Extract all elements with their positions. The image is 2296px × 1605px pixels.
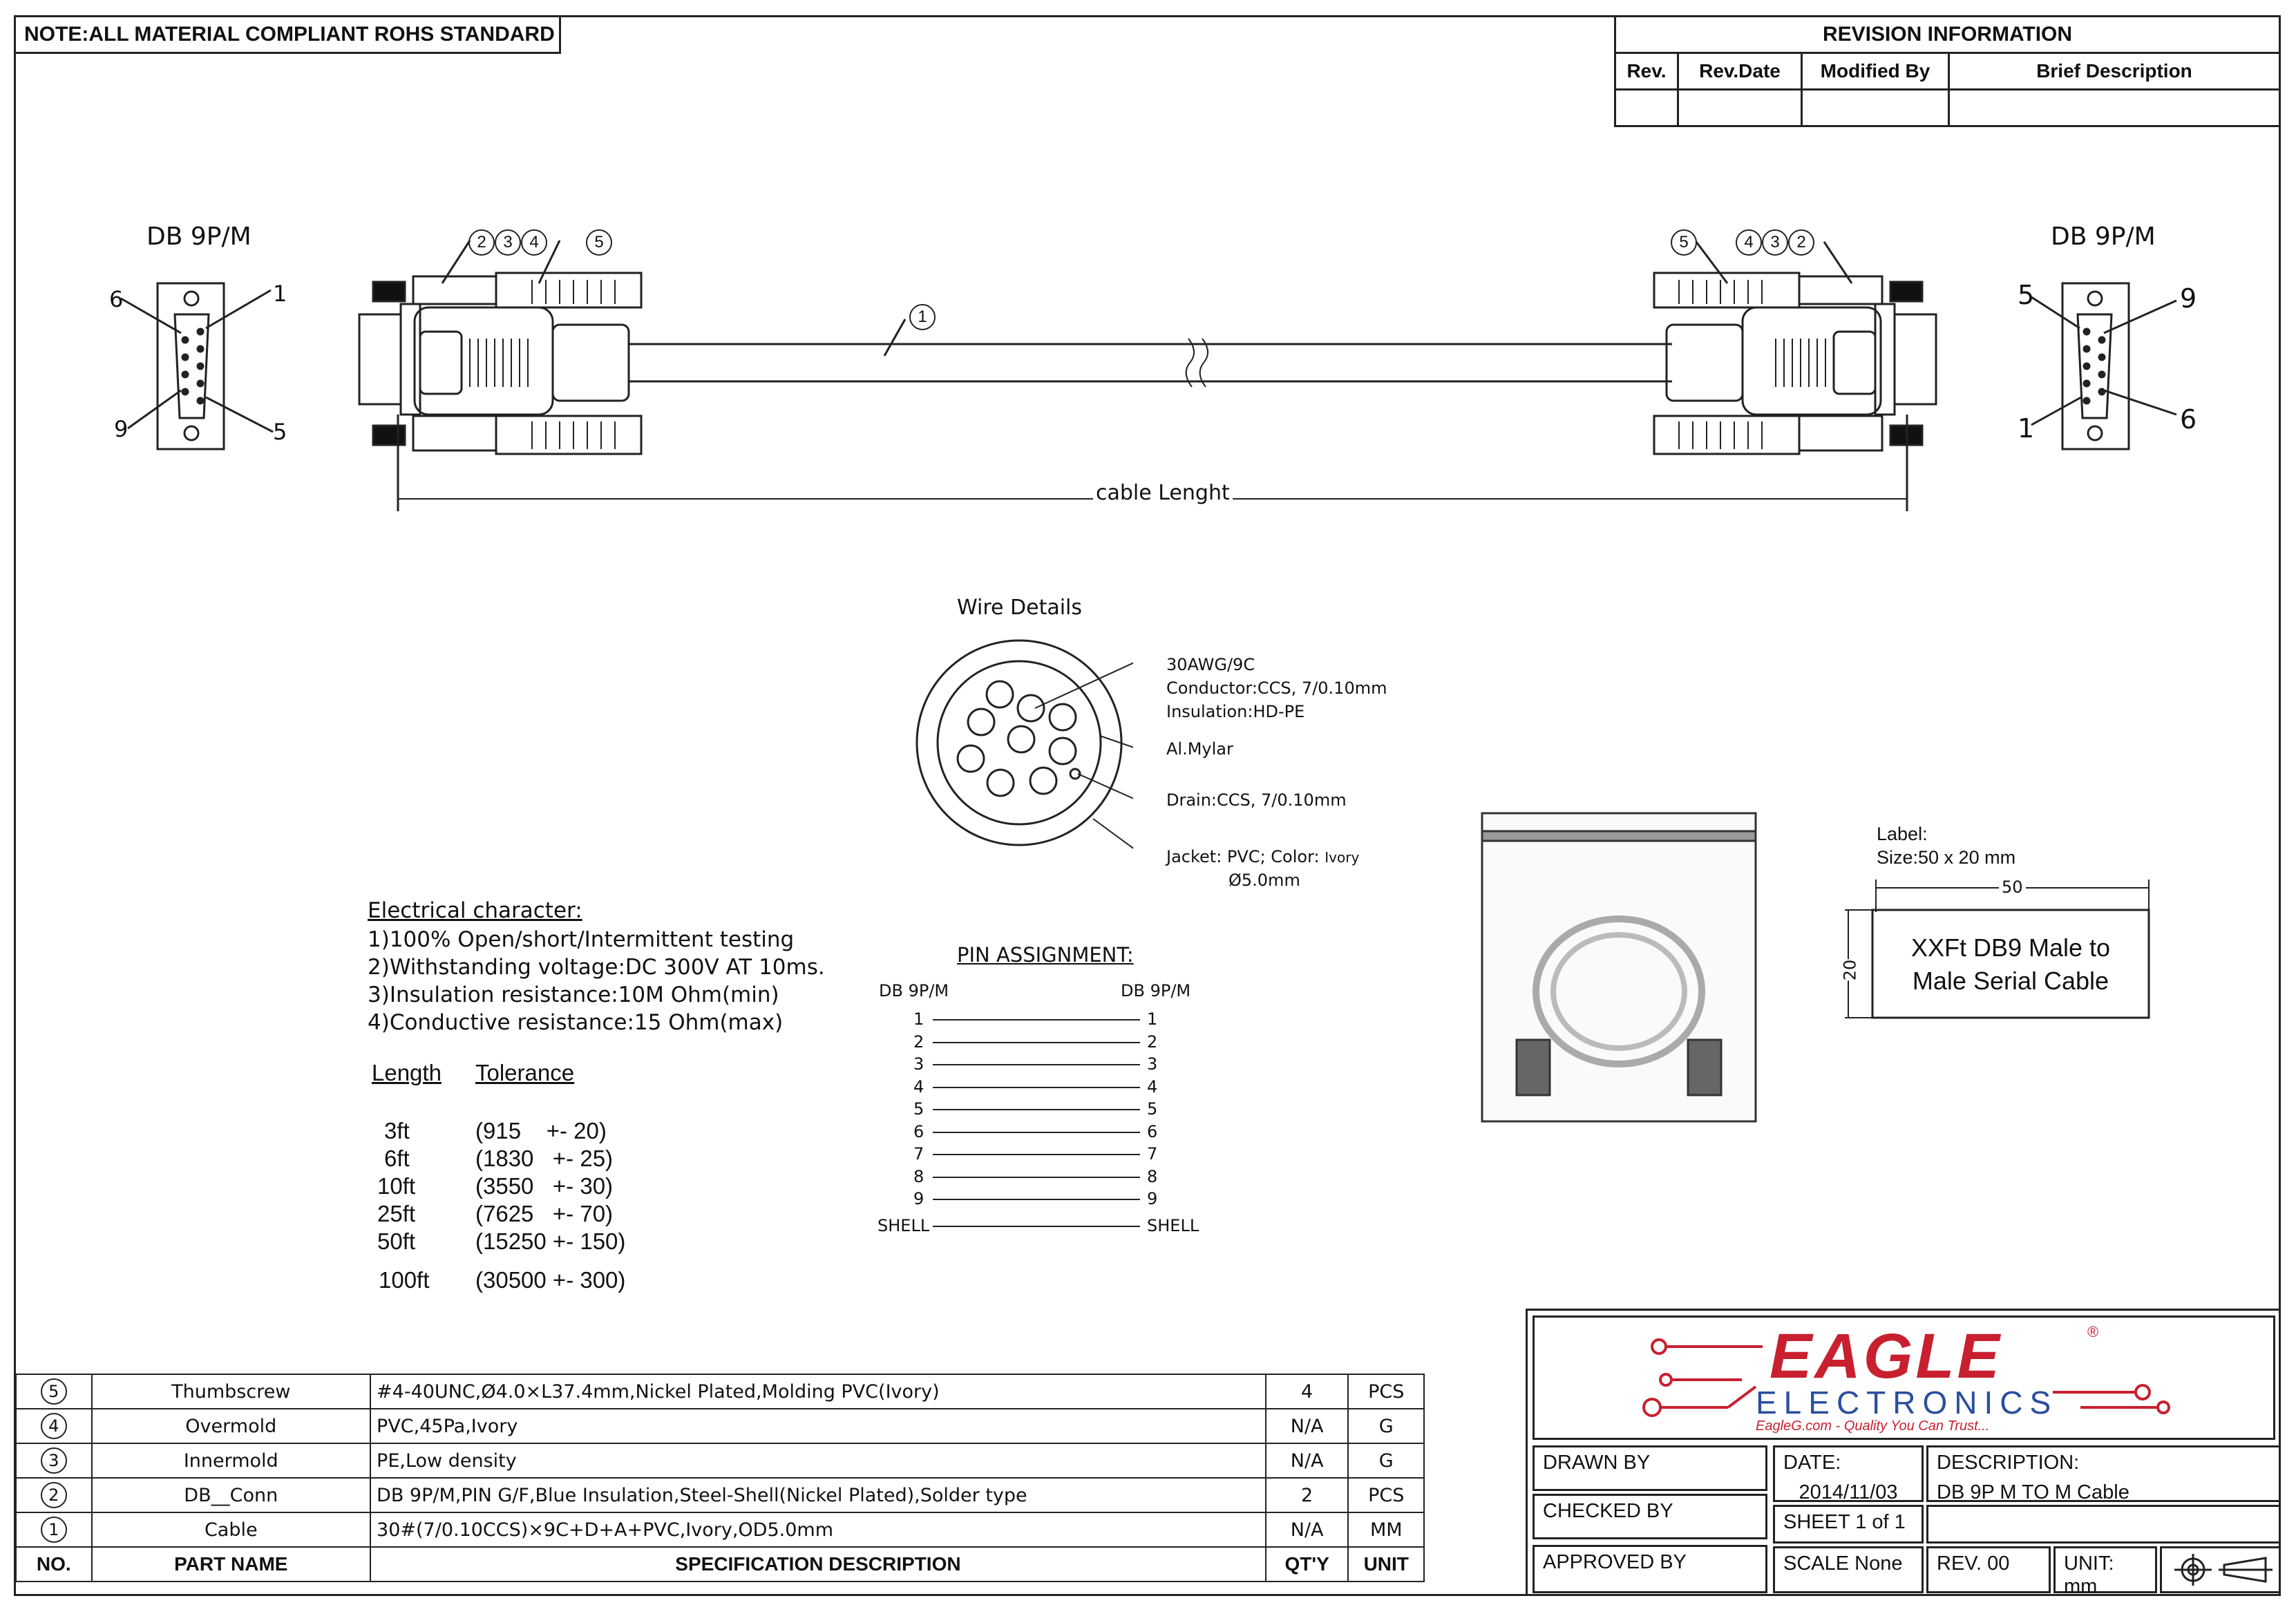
pin-right-number: SHELL — [1147, 1215, 1199, 1235]
rev-date-col: Rev.Date — [1678, 53, 1802, 90]
logo-electronics: ELECTRONICS — [1756, 1385, 2058, 1421]
pin-right-number: 3 — [1147, 1054, 1158, 1074]
logo-registered: ® — [2087, 1323, 2099, 1340]
tol-10ft: (3550 +- 30) — [475, 1173, 614, 1199]
description-value: DB 9P M TO M Cable — [1937, 1481, 2129, 1503]
pin-wire — [933, 1042, 1140, 1043]
callout-3-right: 3 — [1762, 229, 1788, 256]
pin-row — [877, 1123, 1209, 1146]
bom-no — [16, 1374, 92, 1409]
drawn-by: DRAWN BY — [1533, 1445, 1767, 1491]
rohs-note: NOTE:ALL MATERIAL COMPLIANT ROHS STANDARD — [14, 15, 561, 54]
callout-4: 4 — [521, 229, 547, 256]
checked-by: CHECKED BY — [1533, 1494, 1767, 1539]
electrical-line-3: 3)Insulation resistance:10M Ohm(min) — [368, 982, 779, 1007]
left-pin-5: 5 — [273, 419, 287, 445]
pin-wire — [933, 1019, 1140, 1020]
bom-callout: 1 — [41, 1517, 67, 1543]
wire-jacket-label: Jacket: PVC; Color: — [1166, 847, 1320, 866]
callout-2: 2 — [468, 229, 495, 256]
bom-qty: 4 — [1266, 1374, 1349, 1409]
pin-left-number: 1 — [913, 1009, 924, 1029]
description-box — [1926, 1445, 2281, 1502]
bom-part: Thumbscrew — [92, 1374, 371, 1409]
bom-callout: 4 — [41, 1413, 67, 1439]
length-50ft: 50ft — [377, 1228, 416, 1254]
callout-right-5 — [1671, 229, 1697, 256]
third-angle-projection-icon — [2162, 1548, 2279, 1591]
wire-diameter: Ø5.0mm — [1228, 871, 1300, 890]
left-pin-1: 1 — [273, 281, 287, 307]
bom-row — [16, 1409, 1424, 1443]
bom-spec: PE,Low density — [370, 1443, 1266, 1478]
bom-unit: G — [1348, 1409, 1424, 1443]
date-box — [1773, 1445, 1924, 1502]
bom-part: Innermold — [92, 1443, 371, 1478]
right-pin-6: 6 — [2180, 404, 2197, 435]
wire-insulation: Insulation:HD-PE — [1166, 702, 1305, 721]
bom-part: Cable — [92, 1512, 371, 1547]
pin-row — [877, 1034, 1209, 1056]
pin-right-number: 1 — [1147, 1009, 1158, 1029]
length-6ft: 6ft — [384, 1146, 410, 1171]
pin-left-number: 2 — [913, 1032, 924, 1052]
bom-row — [16, 1443, 1424, 1478]
length-header: Length — [372, 1060, 442, 1085]
wire-conductor: Conductor:CCS, 7/0.10mm — [1166, 678, 1387, 698]
bom-row — [16, 1374, 1424, 1409]
left-connector-title: DB 9P/M — [146, 222, 252, 251]
label-caption-1: Label: — [1877, 824, 1928, 844]
description-extra — [1926, 1505, 2281, 1544]
wire-mylar: Al.Mylar — [1166, 739, 1233, 759]
pin-wire — [933, 1199, 1140, 1200]
pin-row — [877, 1101, 1209, 1123]
pin-left-header: DB 9P/M — [879, 981, 949, 1000]
bom-callout: 2 — [41, 1482, 67, 1508]
electrical-lines — [368, 926, 825, 1036]
callout-3: 3 — [495, 229, 521, 256]
bom-no — [16, 1478, 92, 1512]
right-pin-1: 1 — [2018, 413, 2035, 444]
rev-box: REV. 00 — [1926, 1546, 2051, 1593]
pin-left-number: 8 — [913, 1166, 924, 1186]
bom-unit: MM — [1348, 1512, 1424, 1547]
logo-tagline: EagleG.com - Quality You Can Trust... — [1756, 1418, 1990, 1434]
pin-row — [877, 1190, 1209, 1213]
pin-wire — [933, 1154, 1140, 1155]
bom-no — [16, 1443, 92, 1478]
pin-right-number: 5 — [1147, 1099, 1158, 1119]
pin-left-number: 4 — [913, 1076, 924, 1096]
bom-header-no: NO. — [16, 1547, 92, 1582]
bom-qty: N/A — [1266, 1409, 1349, 1443]
wire-drain: Drain:CCS, 7/0.10mm — [1166, 790, 1347, 810]
bom-spec: #4-40UNC,Ø4.0×L37.4mm,Nickel Plated,Molding PVC(Ivory) — [370, 1374, 1266, 1409]
label-height-dim: 20 — [1840, 959, 1860, 981]
pin-row — [877, 1076, 1209, 1101]
projection-symbol — [2160, 1546, 2281, 1593]
pin-right-number: 9 — [1147, 1189, 1158, 1208]
bom-unit: G — [1348, 1443, 1424, 1478]
label-caption-2: Size:50 x 20 mm — [1877, 847, 2016, 868]
bom-header-spec: SPECIFICATION DESCRIPTION — [370, 1547, 1266, 1582]
right-connector-title: DB 9P/M — [2051, 222, 2156, 251]
tol-6ft: (1830 +- 25) — [475, 1146, 614, 1171]
callout-5-right: 5 — [1671, 229, 1697, 256]
electrical-title: Electrical character: — [368, 898, 582, 923]
bom-header — [16, 1547, 1424, 1582]
electrical-line-4: 4)Conductive resistance:15 Ohm(max) — [368, 1010, 784, 1035]
tol-50ft: (15250 +- 150) — [475, 1228, 626, 1254]
wire-cross-section — [912, 632, 1133, 860]
bom-header-qty: QT'Y — [1266, 1547, 1349, 1582]
wire-jacket — [1166, 847, 1359, 866]
bom-part: Overmold — [92, 1409, 371, 1443]
wire-jacket-color: Ivory — [1325, 849, 1360, 866]
logo-box — [1533, 1316, 2275, 1440]
length-100ft: 100ft — [379, 1267, 430, 1293]
pin-right-header: DB 9P/M — [1121, 981, 1191, 1000]
revision-title: REVISION INFORMATION — [1615, 17, 2280, 53]
bom-unit: PCS — [1348, 1374, 1424, 1409]
pin-row — [877, 1056, 1209, 1079]
pin-right-number: 7 — [1147, 1144, 1158, 1164]
bom-callout: 3 — [41, 1447, 67, 1474]
pin-assignment-rows — [877, 1011, 1209, 1241]
wire-awg: 30AWG/9C — [1166, 655, 1255, 674]
tol-25ft: (7625 +- 70) — [475, 1201, 614, 1226]
pin-right-number: 2 — [1147, 1032, 1158, 1052]
pin-assignment-title: PIN ASSIGNMENT: — [957, 943, 1134, 967]
length-25ft: 25ft — [377, 1201, 416, 1226]
cable-length-label: cable Lenght — [1093, 481, 1233, 505]
approved-by: APPROVED BY — [1533, 1545, 1767, 1593]
bom-spec: DB 9P/M,PIN G/F,Blue Insulation,Steel-Shell(Nickel Plated),Solder type — [370, 1478, 1266, 1512]
bom-header-part: PART NAME — [92, 1547, 371, 1582]
right-pin-5: 5 — [2018, 280, 2035, 310]
pin-left-number: 5 — [913, 1099, 924, 1119]
pin-left-number: 6 — [913, 1121, 924, 1141]
pin-wire — [933, 1226, 1140, 1227]
label-text — [1874, 931, 2147, 998]
brief-description-col: Brief Description — [1949, 53, 2280, 90]
pin-row — [877, 1011, 1209, 1034]
scale-box: SCALE None — [1773, 1546, 1924, 1593]
electrical-line-1: 1)100% Open/short/Intermittent testing — [368, 927, 795, 952]
modified-by-col: Modified By — [1802, 53, 1949, 90]
tol-3ft: (915 +- 20) — [475, 1118, 607, 1143]
callout-cable-1 — [909, 304, 936, 330]
callout-group-right-432 — [1736, 229, 1814, 256]
bom-header-unit: UNIT — [1348, 1547, 1424, 1582]
callout-left-5 — [586, 229, 612, 256]
right-pin-9: 9 — [2180, 283, 2197, 314]
callout-2-right: 2 — [1788, 229, 1814, 256]
pin-row — [877, 1213, 1209, 1241]
pin-row — [877, 1168, 1209, 1191]
bom-row — [16, 1512, 1424, 1547]
pin-row — [877, 1146, 1209, 1168]
callout-4-right: 4 — [1736, 229, 1762, 256]
bom-qty: N/A — [1266, 1512, 1349, 1547]
right-connector-body — [1654, 273, 1936, 454]
bom-callout: 5 — [41, 1378, 67, 1405]
pin-left-number: 7 — [913, 1144, 924, 1164]
bom-row — [16, 1478, 1424, 1512]
rev-col: Rev. — [1615, 53, 1678, 90]
date-label: DATE: — [1783, 1452, 1841, 1474]
bom-no — [16, 1409, 92, 1443]
right-connector-face — [2031, 283, 2176, 449]
logo-eagle: EAGLE — [1770, 1321, 2002, 1392]
label-text-line1: XXFt DB9 Male to — [1910, 933, 2111, 962]
conductors — [958, 681, 1080, 796]
sheet-box: SHEET 1 of 1 — [1773, 1505, 1924, 1544]
pin-wire — [933, 1177, 1140, 1178]
label-text-line2: Male Serial Cable — [1912, 967, 2109, 995]
length-3ft: 3ft — [384, 1118, 410, 1143]
callout-group-left-234 — [468, 229, 547, 256]
pin-wire — [933, 1132, 1140, 1133]
label-width-dim: 50 — [1999, 877, 2026, 897]
left-connector-face — [121, 283, 273, 449]
bom-spec: PVC,45Pa,Ivory — [370, 1409, 1266, 1443]
date-value: 2014/11/03 — [1799, 1481, 1898, 1503]
bom-part: DB__Conn — [92, 1478, 371, 1512]
electrical-line-2: 2)Withstanding voltage:DC 300V AT 10ms. — [368, 955, 825, 980]
wire-details-title: Wire Details — [957, 596, 1083, 620]
left-pin-9: 9 — [114, 416, 129, 442]
pin-wire — [933, 1064, 1140, 1065]
description-label: DESCRIPTION: — [1937, 1452, 2080, 1474]
bom-spec: 30#(7/0.10CCS)×9C+D+A+PVC,Ivory,OD5.0mm — [370, 1512, 1266, 1547]
unit-box: UNIT: mm — [2053, 1546, 2157, 1593]
left-connector-body — [359, 273, 641, 454]
bom-no — [16, 1512, 92, 1547]
pin-wire — [933, 1109, 1140, 1110]
length-10ft: 10ft — [377, 1173, 416, 1199]
product-bag-image — [1481, 812, 1757, 1123]
pin-left-number: SHELL — [877, 1215, 930, 1235]
pin-right-number: 8 — [1147, 1166, 1158, 1186]
pin-right-number: 6 — [1147, 1121, 1158, 1141]
bom-qty: N/A — [1266, 1443, 1349, 1478]
cable-assembly-drawing — [0, 0, 2296, 539]
pin-right-number: 4 — [1147, 1076, 1158, 1096]
bom-qty: 2 — [1266, 1478, 1349, 1512]
left-pin-6: 6 — [109, 286, 124, 312]
label-caption — [1877, 822, 2015, 869]
bill-of-materials — [15, 1374, 1425, 1582]
tol-100ft: (30500 +- 300) — [475, 1267, 626, 1293]
pin-wire — [933, 1087, 1140, 1088]
callout-1: 1 — [909, 304, 936, 330]
wire-spec-block — [1166, 653, 1387, 723]
bom-unit: PCS — [1348, 1478, 1424, 1512]
tolerance-header: Tolerance — [475, 1060, 575, 1085]
pin-left-number: 9 — [913, 1189, 924, 1208]
callout-5: 5 — [586, 229, 612, 256]
pin-left-number: 3 — [913, 1054, 924, 1074]
